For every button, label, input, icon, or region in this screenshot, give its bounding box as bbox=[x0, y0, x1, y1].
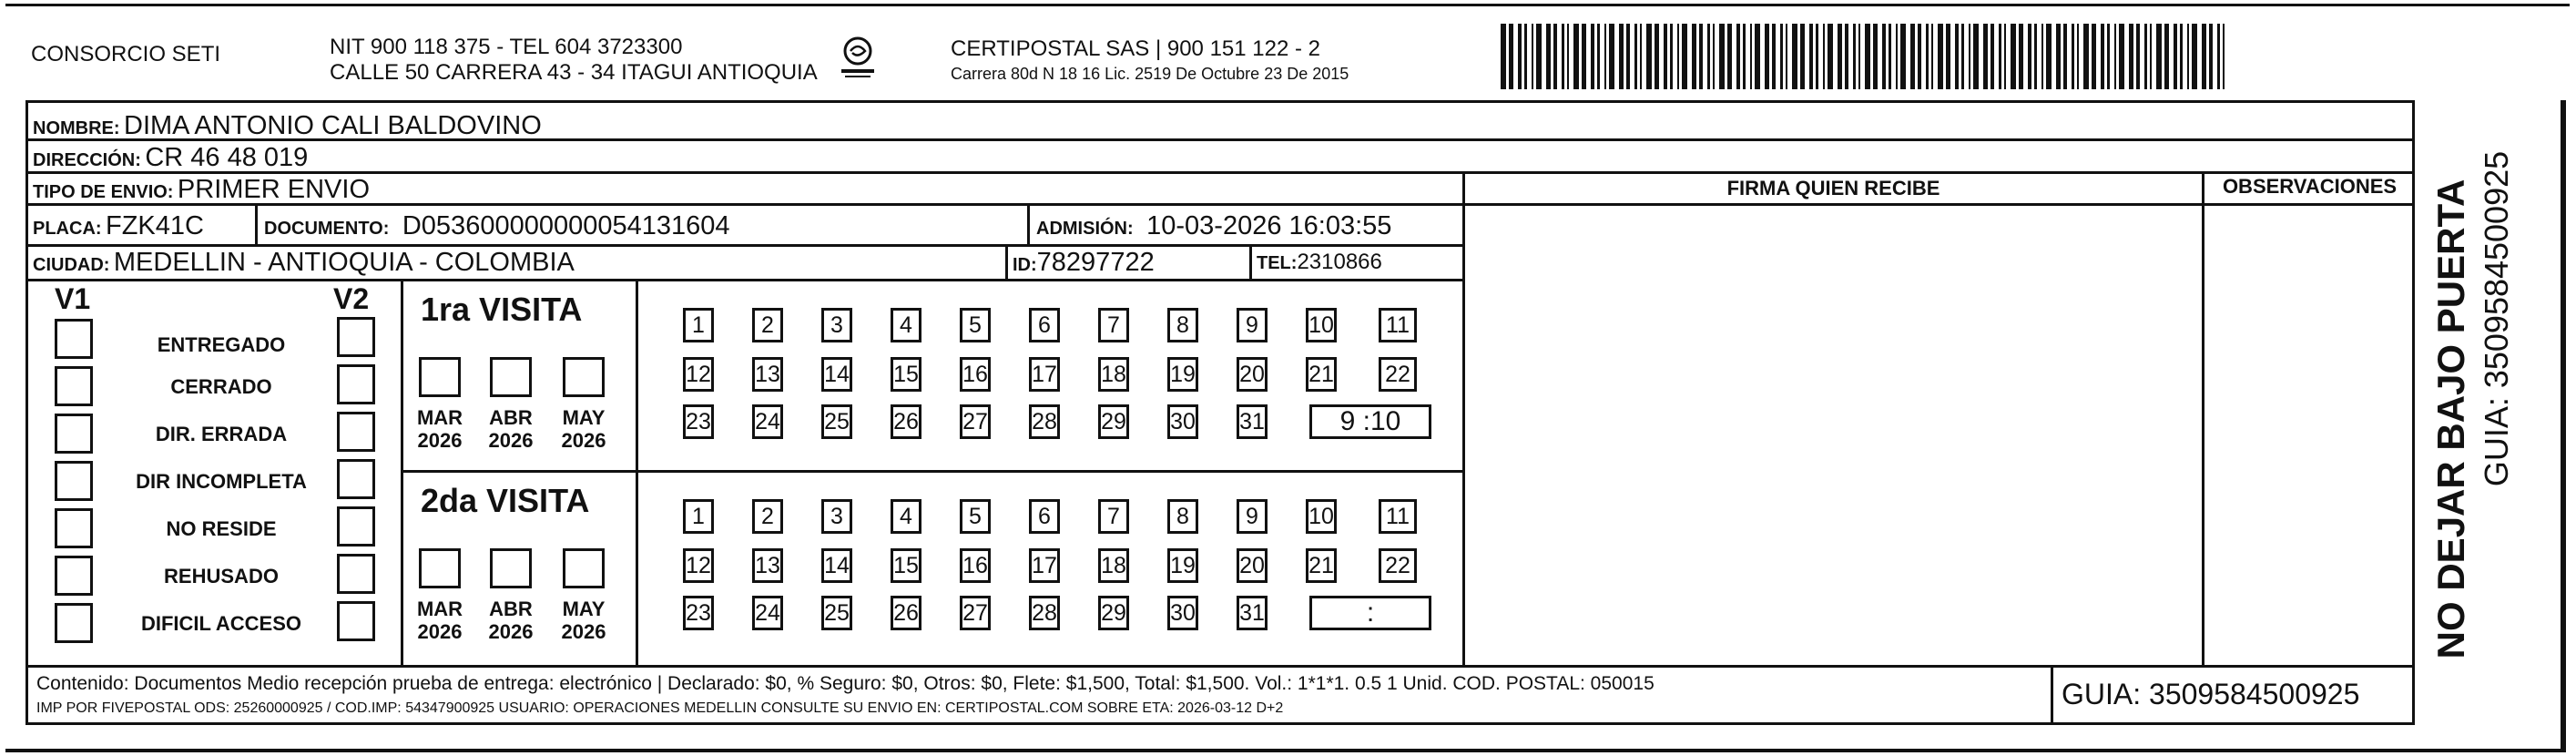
v2-checkbox[interactable] bbox=[337, 506, 375, 547]
v1-checkbox[interactable] bbox=[55, 366, 93, 406]
day-cell[interactable]: 30 bbox=[1167, 596, 1198, 630]
day-cell[interactable]: 13 bbox=[752, 548, 783, 583]
v1-checkbox[interactable] bbox=[55, 603, 93, 643]
status-label: DIFICIL ACCESO bbox=[140, 612, 301, 635]
v1-checkbox[interactable] bbox=[55, 461, 93, 501]
direccion-value: CR 46 48 019 bbox=[145, 143, 309, 172]
month-checkbox[interactable] bbox=[490, 357, 532, 397]
ciudad-value: MEDELLIN - ANTIOQUIA - COLOMBIA bbox=[113, 248, 575, 277]
day-cell[interactable]: 11 bbox=[1379, 499, 1417, 534]
month-name: MAY bbox=[562, 406, 606, 429]
placa-field bbox=[33, 213, 204, 240]
certipostal-logo bbox=[836, 35, 880, 82]
footer-imp: IMP POR FIVEPOSTAL ODS: 25260000925 / COD.IMP: 54347900925 USUARIO: OPERACIONES MEDELLIN CONSULTE SU ENVIO EN: CERTIPOSTAL.COM SOBRE ETA: 2026-03-12 D+2 bbox=[36, 700, 1284, 716]
col-line bbox=[1249, 244, 1252, 279]
row-line bbox=[25, 244, 1464, 247]
documento-field bbox=[264, 213, 730, 240]
day-cell[interactable]: 4 bbox=[891, 308, 921, 342]
month-label bbox=[479, 598, 543, 644]
day-cell[interactable]: 26 bbox=[891, 404, 921, 439]
right-edge bbox=[2561, 100, 2566, 752]
day-cell[interactable]: 26 bbox=[891, 596, 921, 630]
day-cell[interactable]: 15 bbox=[891, 357, 921, 392]
visit-title: 2da VISITA bbox=[421, 482, 590, 519]
day-cell[interactable]: 5 bbox=[960, 308, 991, 342]
tel-value: 2310866 bbox=[1297, 250, 1382, 274]
tel-field bbox=[1257, 251, 1382, 273]
day-cell[interactable]: 9 bbox=[1237, 499, 1268, 534]
day-cell[interactable]: 8 bbox=[1167, 499, 1198, 534]
day-cell[interactable]: 11 bbox=[1379, 308, 1417, 342]
v1-checkbox[interactable] bbox=[55, 508, 93, 548]
ciudad-field bbox=[33, 250, 575, 276]
col-line bbox=[2051, 665, 2053, 725]
month-year: 2026 bbox=[561, 429, 606, 453]
day-cell[interactable]: 24 bbox=[752, 404, 783, 439]
day-cell[interactable]: 29 bbox=[1098, 404, 1129, 439]
tipo-value: PRIMER ENVIO bbox=[177, 175, 371, 204]
placa-label: PLACA: bbox=[33, 219, 102, 239]
month-year: 2026 bbox=[488, 620, 534, 644]
nombre-label: NOMBRE: bbox=[33, 118, 120, 138]
col-line bbox=[2202, 171, 2204, 665]
v2-checkbox[interactable] bbox=[337, 317, 375, 357]
day-cell[interactable]: 19 bbox=[1167, 357, 1198, 392]
col-line bbox=[1462, 171, 1465, 665]
day-cell[interactable]: 6 bbox=[1029, 499, 1060, 534]
top-border bbox=[5, 4, 2570, 6]
day-cell[interactable]: 6 bbox=[1029, 308, 1060, 342]
day-cell[interactable]: 16 bbox=[960, 548, 991, 583]
no-dejar-text: NO DEJAR BAJO PUERTA bbox=[2429, 179, 2472, 659]
month-year: 2026 bbox=[488, 429, 534, 453]
day-cell[interactable]: 5 bbox=[960, 499, 991, 534]
time-box[interactable]: : bbox=[1309, 596, 1431, 630]
month-name: MAR bbox=[416, 406, 463, 429]
day-cell[interactable]: 31 bbox=[1237, 596, 1268, 630]
tipo-label: TIPO DE ENVIO: bbox=[33, 182, 174, 202]
nombre-value: DIMA ANTONIO CALI BALDOVINO bbox=[124, 111, 542, 140]
admision-value: 10-03-2026 16:03:55 bbox=[1146, 211, 1392, 240]
month-checkbox[interactable] bbox=[419, 357, 461, 397]
day-cell[interactable]: 25 bbox=[821, 596, 852, 630]
day-cell[interactable]: 24 bbox=[752, 596, 783, 630]
day-cell[interactable]: 10 bbox=[1306, 499, 1337, 534]
status-label: CERRADO bbox=[170, 375, 272, 398]
day-cell[interactable]: 18 bbox=[1098, 357, 1129, 392]
month-year: 2026 bbox=[561, 620, 606, 644]
status-label: REHUSADO bbox=[164, 565, 279, 587]
col-line bbox=[1027, 206, 1030, 244]
v1-checkbox[interactable] bbox=[55, 556, 93, 596]
day-cell[interactable]: 9 bbox=[1237, 308, 1268, 342]
row-line bbox=[1464, 203, 2415, 206]
admision-field bbox=[1036, 213, 1391, 240]
status-label: ENTREGADO bbox=[157, 333, 286, 356]
observaciones-header: OBSERVACIONES bbox=[2222, 175, 2398, 198]
day-cell[interactable]: 20 bbox=[1237, 357, 1268, 392]
v2-checkbox[interactable] bbox=[337, 459, 375, 499]
day-cell[interactable]: 14 bbox=[821, 357, 852, 392]
time-box[interactable]: 9 :10 bbox=[1309, 404, 1431, 439]
month-checkbox[interactable] bbox=[490, 548, 532, 588]
day-cell[interactable]: 12 bbox=[683, 357, 714, 392]
day-cell[interactable]: 1 bbox=[683, 499, 714, 534]
month-checkbox[interactable] bbox=[563, 548, 605, 588]
status-label: DIR. ERRADA bbox=[155, 423, 288, 445]
status-label: NO RESIDE bbox=[166, 517, 277, 540]
day-cell[interactable]: 23 bbox=[683, 404, 714, 439]
col-line bbox=[255, 206, 258, 244]
day-cell[interactable]: 16 bbox=[960, 357, 991, 392]
day-cell[interactable]: 1 bbox=[683, 308, 714, 342]
month-label bbox=[479, 406, 543, 453]
day-cell[interactable]: 3 bbox=[821, 308, 852, 342]
documento-label: DOCUMENTO: bbox=[264, 219, 390, 239]
day-cell[interactable]: 27 bbox=[960, 596, 991, 630]
day-cell[interactable]: 7 bbox=[1098, 308, 1129, 342]
direccion-field bbox=[33, 145, 308, 171]
day-cell[interactable]: 21 bbox=[1306, 548, 1337, 583]
day-cell[interactable]: 15 bbox=[891, 548, 921, 583]
footer-contenido: Contenido: Documentos Medio recepción prueba de entrega: electrónico | Declarado: $0, % Seguro: $0, Otros: $0, Flete: $1,500, Total: $1,500. Vol.: 1*1*1. 0.5 1 Unid. COD. POSTAL: 050015 bbox=[36, 673, 1655, 694]
month-name: MAY bbox=[562, 598, 606, 620]
bottom-edge bbox=[5, 749, 2566, 752]
day-cell[interactable]: 8 bbox=[1167, 308, 1198, 342]
id-label: ID: bbox=[1013, 255, 1037, 275]
day-cell[interactable]: 25 bbox=[821, 404, 852, 439]
v1-label: V1 bbox=[55, 282, 91, 315]
day-cell[interactable]: 20 bbox=[1237, 548, 1268, 583]
certipostal-license: Carrera 80d N 18 16 Lic. 2519 De Octubre 23 De 2015 bbox=[951, 65, 1349, 83]
day-cell[interactable]: 30 bbox=[1167, 404, 1198, 439]
day-cell[interactable]: 12 bbox=[683, 548, 714, 583]
month-label bbox=[408, 598, 472, 644]
placa-value: FZK41C bbox=[106, 211, 204, 240]
documento-value: D053600000000054131604 bbox=[402, 211, 730, 240]
day-cell[interactable]: 17 bbox=[1029, 548, 1060, 583]
day-cell[interactable]: 4 bbox=[891, 499, 921, 534]
v2-checkbox[interactable] bbox=[337, 412, 375, 452]
month-label bbox=[552, 598, 616, 644]
footer-guia: GUIA: 3509584500925 bbox=[2062, 678, 2360, 710]
day-cell[interactable]: 22 bbox=[1379, 548, 1417, 583]
day-cell[interactable]: 3 bbox=[821, 499, 852, 534]
admision-label: ADMISIÓN: bbox=[1036, 219, 1134, 239]
month-name: MAR bbox=[416, 598, 463, 620]
month-checkbox[interactable] bbox=[419, 548, 461, 588]
day-cell[interactable]: 17 bbox=[1029, 357, 1060, 392]
day-cell[interactable]: 10 bbox=[1306, 308, 1337, 342]
day-cell[interactable]: 14 bbox=[821, 548, 852, 583]
day-cell[interactable]: 18 bbox=[1098, 548, 1129, 583]
row-line bbox=[25, 171, 2415, 174]
id-value: 78297722 bbox=[1036, 248, 1155, 277]
tel-label: TEL: bbox=[1257, 253, 1298, 273]
row-line bbox=[25, 665, 2415, 668]
id-field bbox=[1013, 250, 1155, 276]
day-cell[interactable]: 28 bbox=[1029, 596, 1060, 630]
day-cell[interactable]: 2 bbox=[752, 308, 783, 342]
side-guia-text: GUIA: 3509584500925 bbox=[2478, 150, 2515, 487]
day-cell[interactable]: 13 bbox=[752, 357, 783, 392]
day-cell[interactable]: 27 bbox=[960, 404, 991, 439]
day-cell[interactable]: 19 bbox=[1167, 548, 1198, 583]
day-cell[interactable]: 29 bbox=[1098, 596, 1129, 630]
day-cell[interactable]: 21 bbox=[1306, 357, 1337, 392]
firma-header: FIRMA QUIEN RECIBE bbox=[1726, 177, 1940, 199]
row-line bbox=[401, 470, 1464, 473]
company-address: CALLE 50 CARRERA 43 - 34 ITAGUI ANTIOQUIA bbox=[330, 60, 818, 85]
col-line bbox=[1005, 244, 1008, 279]
status-label: DIR INCOMPLETA bbox=[136, 470, 307, 493]
v1-checkbox[interactable] bbox=[55, 414, 93, 454]
tipo-field bbox=[33, 177, 370, 203]
certipostal-name: CERTIPOSTAL SAS | 900 151 122 - 2 bbox=[951, 36, 1320, 61]
row-line bbox=[25, 279, 1464, 281]
month-label bbox=[552, 406, 616, 453]
month-name: ABR bbox=[489, 598, 533, 620]
ciudad-label: CIUDAD: bbox=[33, 255, 110, 275]
barcode bbox=[1501, 24, 2229, 89]
visit-title: 1ra VISITA bbox=[421, 291, 583, 328]
v1-checkbox[interactable] bbox=[55, 319, 93, 359]
day-cell[interactable]: 23 bbox=[683, 596, 714, 630]
day-cell[interactable]: 28 bbox=[1029, 404, 1060, 439]
v2-checkbox[interactable] bbox=[337, 364, 375, 404]
v2-label: V2 bbox=[333, 282, 370, 315]
day-cell[interactable]: 2 bbox=[752, 499, 783, 534]
day-cell[interactable]: 7 bbox=[1098, 499, 1129, 534]
month-checkbox[interactable] bbox=[563, 357, 605, 397]
month-year: 2026 bbox=[417, 620, 463, 644]
day-cell[interactable]: 31 bbox=[1237, 404, 1268, 439]
v2-checkbox[interactable] bbox=[337, 554, 375, 594]
day-cell[interactable]: 22 bbox=[1379, 357, 1417, 392]
month-name: ABR bbox=[489, 406, 533, 429]
v2-checkbox[interactable] bbox=[337, 601, 375, 641]
nombre-field bbox=[33, 113, 542, 139]
month-label bbox=[408, 406, 472, 453]
company-name: CONSORCIO SETI bbox=[31, 42, 221, 66]
month-year: 2026 bbox=[417, 429, 463, 453]
direccion-label: DIRECCIÓN: bbox=[33, 150, 141, 170]
nit-phone: NIT 900 118 375 - TEL 604 3723300 bbox=[330, 35, 683, 59]
